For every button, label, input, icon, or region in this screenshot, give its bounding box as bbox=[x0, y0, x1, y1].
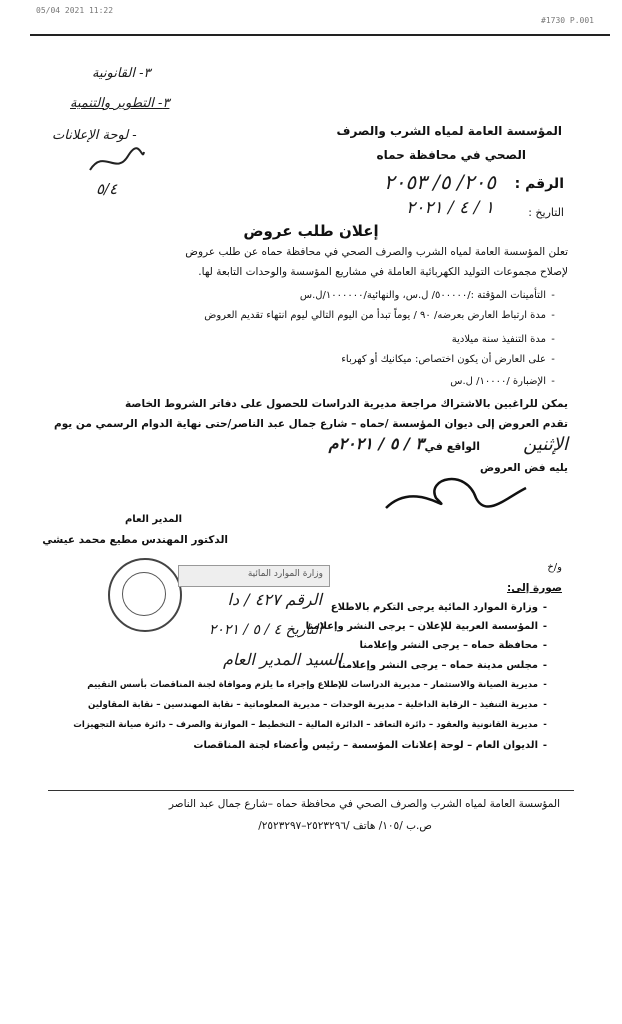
distribution-item: -المؤسسة العربية للإعلان – يرجى النشر وإعلامنا bbox=[305, 621, 548, 632]
date-line-label: الواقع في bbox=[424, 440, 480, 453]
signature-icon bbox=[376, 468, 536, 528]
handwritten-day: الإثنين bbox=[523, 434, 568, 455]
distribution-item: -مجلس مدينة حماه – يرجى النشر وإعلامنا bbox=[338, 660, 548, 671]
fax-id: #1730 P.001 bbox=[541, 16, 594, 25]
footer-address: المؤسسة العامة لمياه الشرب والصرف الصحي في محافظة حماه –شارع جمال عبد الناصر bbox=[168, 798, 560, 810]
date-line-value: ٣ / ٥ / ٢٠٢١م bbox=[328, 434, 424, 453]
signatory-role: المدير العام bbox=[124, 514, 182, 525]
stamp-date: التاريخ ٤ / ٥ / ٢٠٢١ bbox=[208, 622, 322, 638]
ref-label: الرقم : bbox=[514, 176, 564, 192]
body-para-5: يليه فض العروض bbox=[479, 462, 568, 474]
body-item: -على العارض أن يكون اختصاص: ميكانيك أو كهرباء bbox=[341, 354, 555, 365]
body-item: -مدة التنفيذ سنة ميلادية bbox=[451, 334, 555, 345]
stamp-handwritten-note: السيد المدير العام bbox=[222, 650, 342, 669]
stamp-ministry: وزارة الموارد المائية bbox=[247, 569, 323, 579]
distribution-item: -مديرية التنفيذ – الرقابة الداخلية – مديرية الوحدات – مديرية المعلوماتية – نقابة المهندسين – نقابة المقاولين bbox=[88, 700, 547, 710]
handwritten-note-1: ٣- القانونية bbox=[92, 66, 151, 81]
distribution-note: و/خ bbox=[547, 562, 562, 573]
org-name-line2: الصحي في محافظة حماه bbox=[376, 148, 526, 162]
body-para-2: لإصلاح مجموعات التوليد الكهربائية العاملة في مشاريع المؤسسة والوحدات التابعة لها. bbox=[198, 266, 568, 278]
handwritten-note-3: - لوحة الإعلانات bbox=[52, 128, 137, 143]
footer-contact: ص.ب /١٠٥/ هاتف /٢٥٢٣٢٩٦–٢٥٢٣٢٩٧/ bbox=[258, 820, 432, 832]
handwritten-note-4: ٥/٤ bbox=[96, 180, 118, 198]
round-stamp-icon bbox=[108, 558, 182, 632]
fax-datetime: 05/04 2021 11:22 bbox=[36, 6, 114, 15]
ref-value: ٢٠٥/ ٥/ ٢٠٥٣ bbox=[383, 170, 496, 194]
distribution-item: -وزارة الموارد المائية يرجى التكرم بالاطلاع bbox=[330, 602, 548, 613]
date-value: ١ / ٤ / ٢٠٢١ bbox=[406, 198, 494, 218]
body-para-1: تعلن المؤسسة العامة لمياه الشرب والصرف الصحي في محافظة حماه عن طلب عروض bbox=[185, 246, 568, 258]
distribution-heading: صورة إلى: bbox=[507, 582, 562, 594]
stamp-ref: الرقم ٤٢٧ / دا bbox=[227, 590, 322, 609]
distribution-item: -الديوان العام – لوحة إعلانات المؤسسة – رئيس وأعضاء لجنة المناقصات bbox=[193, 740, 548, 751]
body-item: -مدة ارتباط العارض بعرضه/ ٩٠ / يوماً تبدأ من اليوم التالي ليوم انتهاء تقديم العروض bbox=[204, 310, 555, 321]
incoming-stamp-box bbox=[178, 565, 330, 587]
body-para-4: تقدم العروض إلى ديوان المؤسسة /حماه – شارع جمال عبد الناصر/حتى نهاية الدوام الرسمي من يوم bbox=[54, 418, 568, 430]
handwritten-scribble-icon bbox=[86, 142, 146, 178]
org-name-line1: المؤسسة العامة لمياه الشرب والصرف bbox=[336, 124, 562, 138]
distribution-item: -محافظة حماه – يرجى النشر وإعلامنا bbox=[359, 640, 548, 651]
body-item: -التأمينات المؤقتة :/٥٠٠٠٠٠/ ل.س، والنهائية/١٠٠٠٠٠٠/ل.س bbox=[299, 290, 555, 301]
document-title: إعلان طلب عروض bbox=[243, 222, 379, 240]
distribution-item: -مديرية القانونية والعقود – دائرة التعاقد – الدائرة المالية – التخطيط – الموازنة والصرف – دائرة صيانة التجهيزات bbox=[73, 720, 547, 730]
body-item: -الإضبارة /١٠٠٠٠/ ل.س bbox=[450, 376, 555, 387]
distribution-item: -مديرية الصيانة والاستثمار – مديرية الدراسات للإطلاع وإجراء ما يلزم وموافاة لجنة المناقصات بأسس التقييم bbox=[87, 680, 547, 690]
body-para-3: يمكن للراغبين بالاشتراك مراجعة مديرية الدراسات للحصول على دفاتر الشروط الخاصة bbox=[125, 398, 568, 410]
fax-header-rule bbox=[30, 34, 610, 36]
fax-header bbox=[0, 4, 622, 25]
handwritten-note-2: ٣- التطوير والتنمية bbox=[70, 96, 170, 111]
date-label: التاريخ : bbox=[528, 206, 564, 219]
footer-rule bbox=[48, 790, 574, 791]
signatory-name: الدكتور المهندس مطيع محمد عيشي bbox=[42, 534, 228, 546]
